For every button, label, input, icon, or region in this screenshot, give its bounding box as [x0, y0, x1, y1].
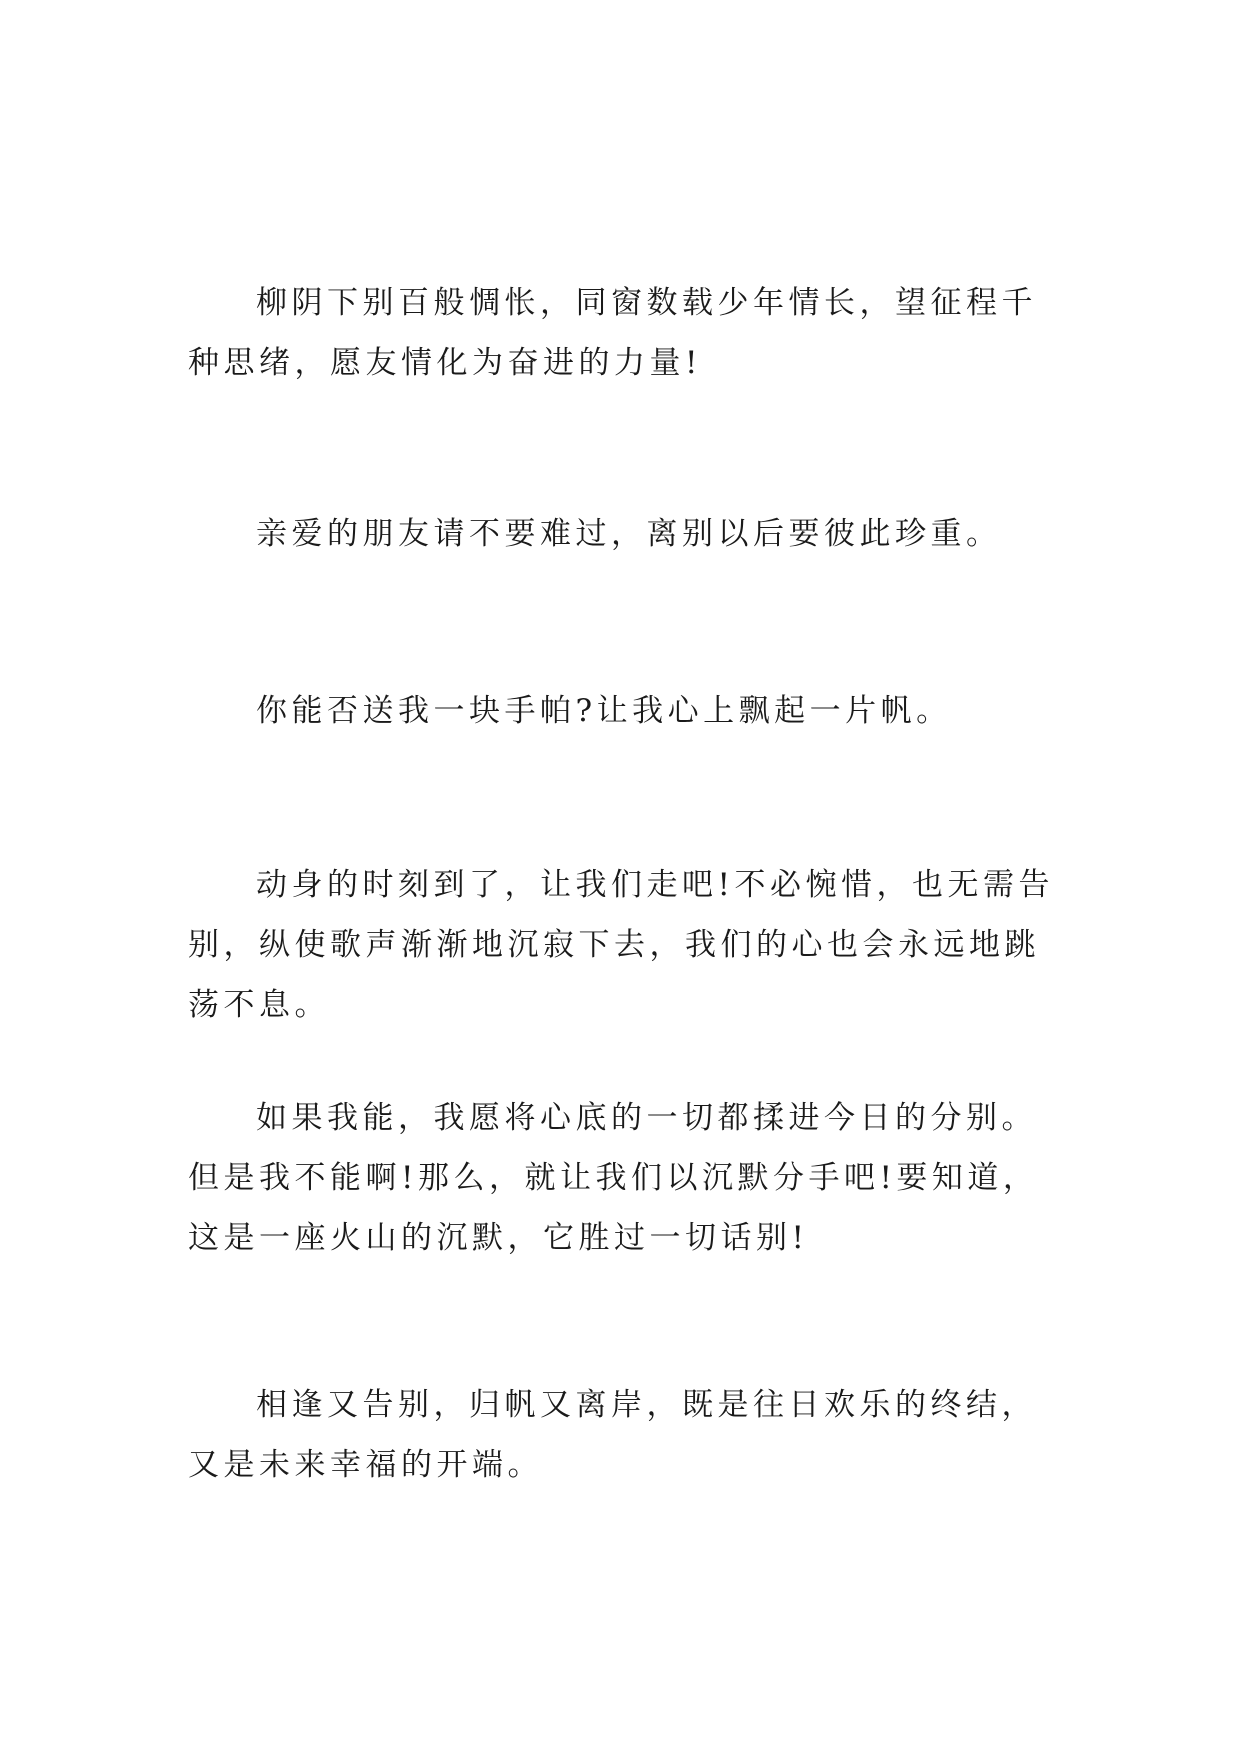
- paragraph-1: 柳阴下别百般惆怅，同窗数载少年情长，望征程千种思绪，愿友情化为奋进的力量!: [188, 285, 1037, 381]
- paragraph-4: 动身的时刻到了，让我们走吧!不必惋惜，也无需告别，纵使歌声渐渐地沉寂下去，我们的心也会永远地跳荡不息。: [188, 867, 1054, 1023]
- paragraph-3: 你能否送我一块手帕?让我心上飘起一片帆。: [256, 693, 952, 729]
- paragraph-6: 相逢又告别，归帆又离岸，既是往日欢乐的终结，又是未来幸福的开端。: [188, 1387, 1037, 1483]
- paragraph-5: 如果我能，我愿将心底的一切都揉进今日的分别。但是我不能啊!那么，就让我们以沉默分手吧!要知道，这是一座火山的沉默，它胜过一切话别!: [188, 1100, 1039, 1256]
- paragraph-2: 亲爱的朋友请不要难过，离别以后要彼此珍重。: [256, 516, 1002, 552]
